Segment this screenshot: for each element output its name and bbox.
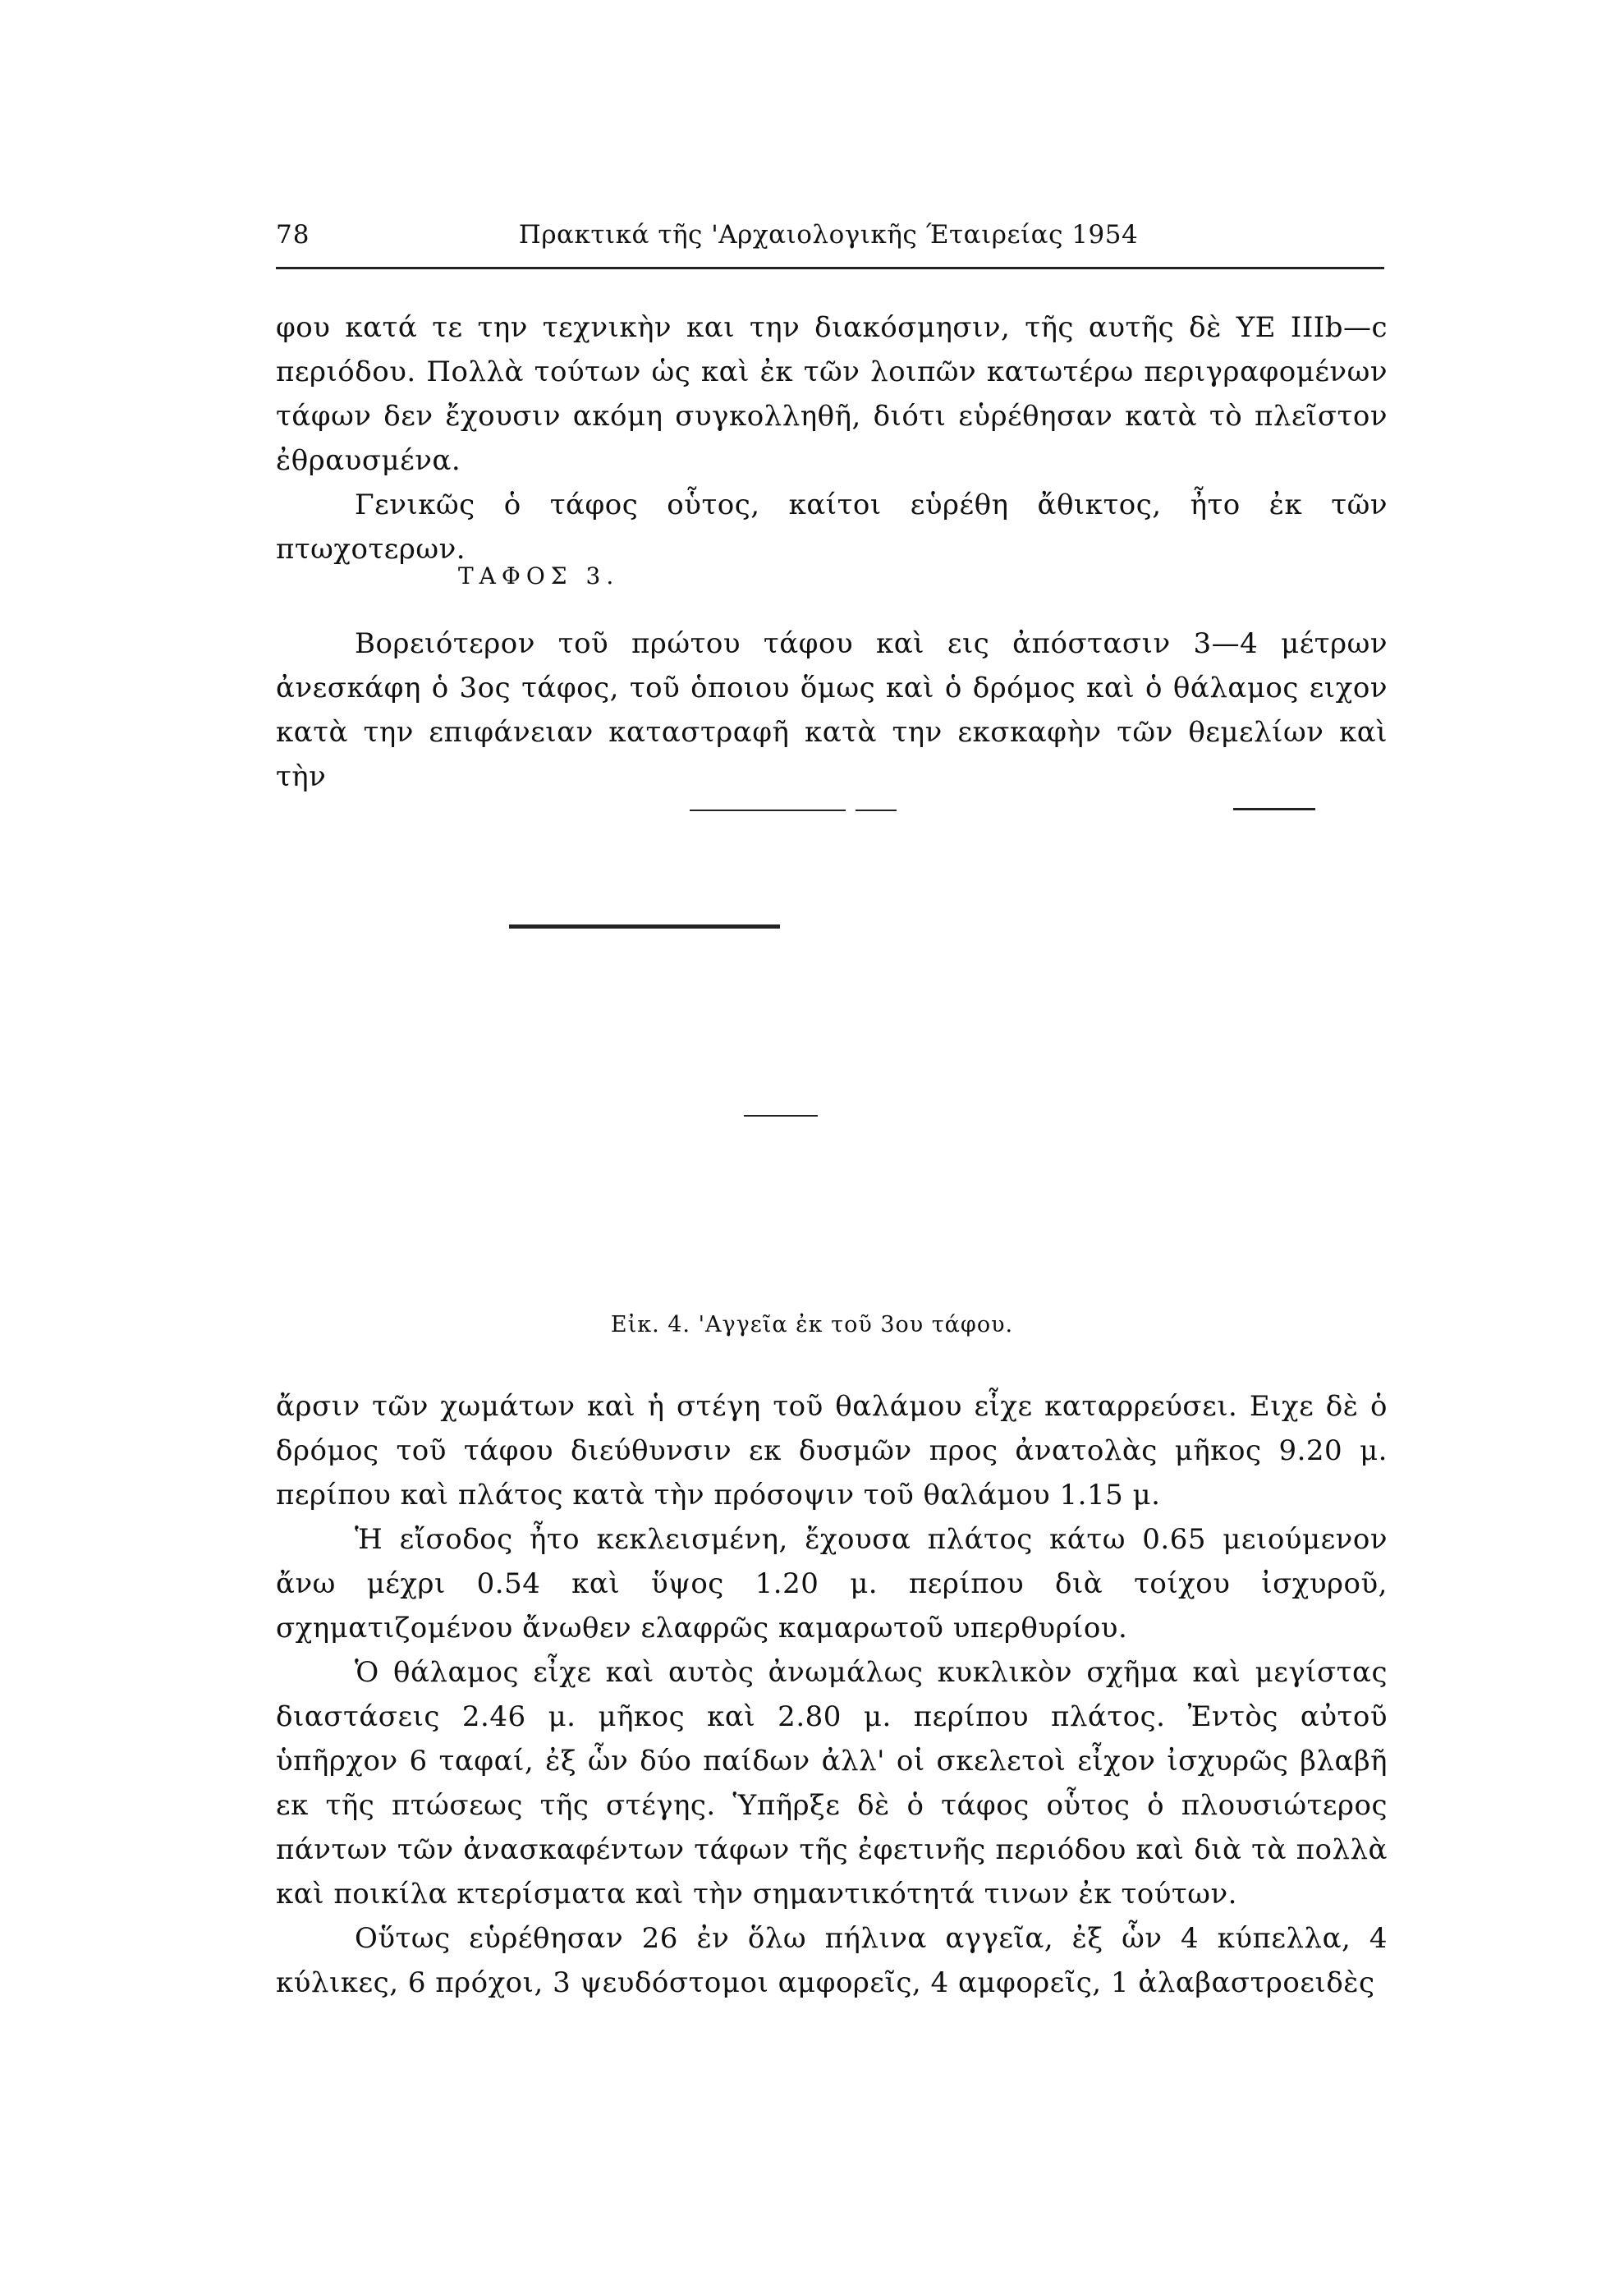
paragraph-5: Ἡ εἴσοδος ἦτο κεκλεισμένη, ἔχουσα πλάτος κάτω 0.65 μειούμενον ἄνω μέχρι 0.54 καὶ ὕψος 1.20 μ. περίπου διὰ τοίχου ἰσχυροῦ, σχηματιζομένου ἄνωθεν ελαφρῶς καμαρωτοῦ υπερθυρίου. (276, 1523, 1388, 1645)
paragraph-7: Οὕτως εὑρέθησαν 26 ἐν ὅλω πήλινα αγγεῖα, ἐξ ὧν 4 κύπελλα, 4 κύλικες, 6 πρόχοι, 3 ψευδόστομοι αμφορεῖς, 4 αμφορεῖς, 1 ἀλαβαστροειδὲς (276, 1922, 1388, 1999)
paragraph-3: Βορειότερον τοῦ πρώτου τάφου καὶ εις ἀπόστασιν 3—4 μέτρων ἀνεσκάφη ὁ 3ος τάφος, τοῦ ὁποιου ὅμως καὶ ὁ δρόμος καὶ ὁ θάλαμος ειχον κατὰ την επιφάνειαν καταστραφῆ κατὰ την εκσκαφὴν τῶν θεμελίων καὶ τὴν (276, 627, 1388, 793)
page-header (276, 220, 1381, 261)
paragraph-6: Ὁ θάλαμος εἶχε καὶ αυτὸς ἀνωμάλως κυκλικὸν σχῆμα καὶ μεγίστας διαστάσεις 2.46 μ. μῆκος καὶ 2.80 μ. περίπου πλάτος. Ἐντὸς αὐτοῦ ὑπῆρχον 6 ταφαί, ἐξ ὧν δύο παίδων ἀλλ' οἱ σκελετοὶ εἶχον ἰσχυρῶς βλαβῆ εκ τῆς πτώσεως τῆς στέγης. Ὑπῆρξε δὲ ὁ τάφος οὗτος ὁ πλουσιώτερος πάντων τῶν ἀνασκαφέντων τάφων τῆς ἐφετινῆς περιόδου καὶ διὰ τὰ πολλὰ καὶ ποικίλα κτερίσματα καὶ τὴν σημαντικότητά τινων ἐκ τούτων. (276, 1656, 1388, 1911)
figure-mark (509, 924, 780, 929)
paragraph-4: ἄρσιν τῶν χωμάτων καὶ ἡ στέγη τοῦ θαλάμου εἶχε καταρρεύσει. Ειχε δὲ ὁ δρόμος τοῦ τάφου διεύθυνσιν εκ δυσμῶν προς ἀνατολὰς μῆκος 9.20 μ. περίπου καὶ πλάτος κατὰ τὴν πρόσοψιν τοῦ θαλάμου 1.15 μ. (276, 1390, 1388, 1512)
running-title: Πρακτικά τῆς 'Αρχαιολογικῆς Έταιρείας 1954 (518, 220, 1139, 250)
figure-mark (1233, 808, 1315, 810)
header-rule (276, 267, 1384, 269)
paragraph-2: Γενικῶς ὁ τάφος οὗτος, καίτοι εὑρέθη ἄθικτος, ἦτο ἐκ τῶν πτωχοτερων. (276, 489, 1388, 566)
figure-image (460, 788, 1379, 1322)
paragraph-1: φου κατά τε την τεχνικὴν και την διακόσμησιν, τῆς αυτῆς δὲ ΥΕ ΙΙΙb—c περιόδου. Πολλὰ τούτων ὡς καὶ ἐκ τῶν λοιπῶν κατωτέρω περιγραφομένων τάφων δεν ἔχουσιν ακόμη συγκολληθῆ, διότι εὑρέθησαν κατὰ τὸ πλεῖστον ἐθραυσμένα. (276, 311, 1388, 477)
figure-caption: Εἰκ. 4. 'Αγγεῖα ἐκ τοῦ 3ου τάφου. (610, 1312, 1014, 1337)
figure-mark (856, 810, 897, 811)
figure-mark (744, 1115, 818, 1117)
figure-mark (690, 810, 846, 811)
page-number: 78 (276, 220, 310, 250)
section-heading: ΤΑΦΟΣ 3. (458, 562, 620, 589)
